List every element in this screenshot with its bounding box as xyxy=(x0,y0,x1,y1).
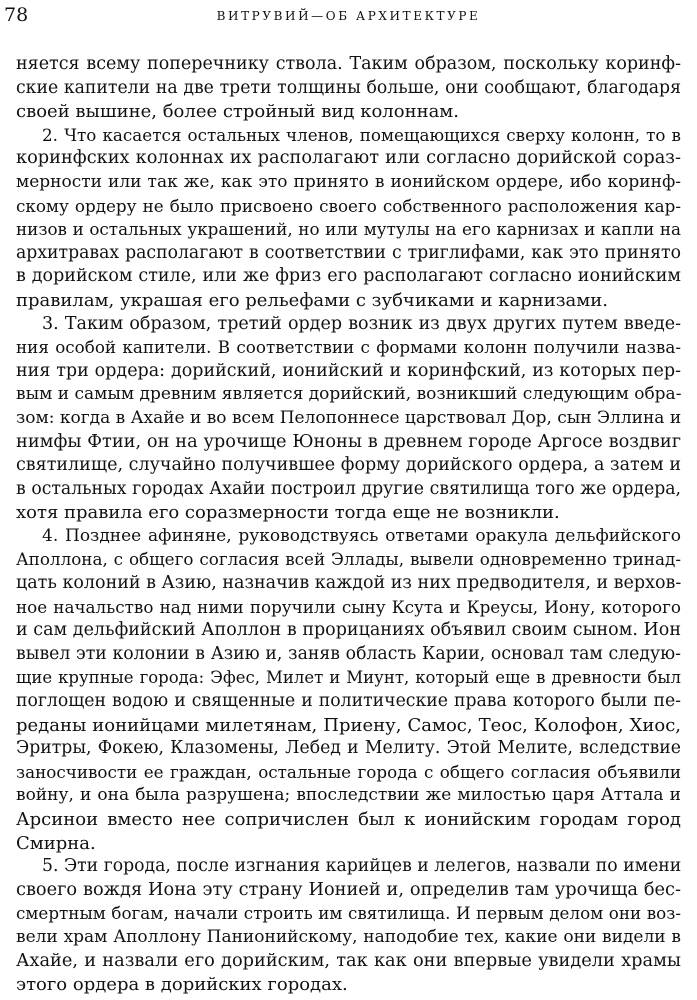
text-line: смертным богам, начали строить им святилища. И первым делом они воз- xyxy=(16,903,681,924)
text-line: в остальных городах Ахайи построил другие святилища того же ордера, xyxy=(16,478,681,499)
text-line: правилам, украшая его рельефами с зубчиками и карнизами. xyxy=(16,289,609,311)
paragraph xyxy=(16,525,681,855)
text-line: 2. Что касается остальных членов, помещающихся сверху колонн, то в xyxy=(42,124,681,145)
text-line: ния особой капители. В соответствии с формами колонн получили назва- xyxy=(16,337,681,358)
text-line: своего вождя Иона эту страну Ионией и, определив там урочища бес- xyxy=(16,879,681,900)
paragraph xyxy=(16,124,681,313)
paragraph xyxy=(16,313,681,525)
text-line: ния три ордера: дорийский, ионийский и коринфский, из которых пер- xyxy=(16,360,681,381)
page-number: 78 xyxy=(4,4,29,26)
running-head: ВИТРУВИЙ—ОБ АРХИТЕКТУРЕ xyxy=(216,9,481,23)
text-line: Аполлона, с общего согласия всей Эллады, вывели одновременно тринад- xyxy=(16,549,681,570)
text-line: скому ордеру не было присвоено своего собственного расположения кар- xyxy=(16,195,681,216)
text-line: вывел эти колонии в Азию и, заняв область Карии, основал там следую- xyxy=(16,643,681,664)
text-line: щие крупные города: Эфес, Милет и Миунт, который еще в древности был xyxy=(16,668,681,688)
body-text xyxy=(16,53,681,997)
text-line: архитравах располагают в соответствии с триглифами, как это принято xyxy=(16,242,681,263)
text-line: Эритры, Фокею, Клазомены, Лебед и Мелиту. Этой Мелите, вследствие xyxy=(16,738,681,759)
text-line: ное начальство над ними поручили сыну Ксута и Креусы, Иону, которого xyxy=(16,596,681,617)
text-line: ские капители на две трети толщины больше, они сообщают, благодаря xyxy=(16,77,681,98)
text-line: 4. Позднее афиняне, руководствуясь ответами оракула дельфийского xyxy=(42,525,681,546)
text-line: в дорийском стиле, или же фриз его располагают согласно ионийским xyxy=(16,266,681,287)
text-line: святилище, случайно получившее форму дорийского ордера, а затем и xyxy=(16,455,681,476)
text-line: Ахайе, и назвали его дорийским, так как они впервые увидели храмы xyxy=(16,950,681,971)
text-line: низов и остальных украшений, но или мутулы на его карнизах и капли на xyxy=(16,219,681,240)
text-line: 5. Эти города, после изгнания карийцев и лелегов, назвали по имени xyxy=(42,856,682,877)
paragraph xyxy=(16,855,681,997)
text-line: вели храм Аполлону Панионийскому, наподобие тех, какие они видели в xyxy=(16,926,681,947)
text-line: своей вышине, более стройный вид колоннам. xyxy=(16,101,460,123)
text-line: этого ордера в дорийских городах. xyxy=(16,974,348,996)
text-line: нимфы Фтии, он на урочище Юноны в древнем городе Аргосе воздвиг xyxy=(16,431,681,452)
text-line: 3. Таким образом, третий ордер возник из двух других путем введе- xyxy=(42,313,681,334)
text-line: Арсинои вместо нее сопричислен был к ионийским городам город xyxy=(16,809,681,830)
text-line: зом: когда в Ахайе и во всем Пелопоннесе царствовал Дор, сын Эллина и xyxy=(16,407,682,428)
paragraph xyxy=(16,53,681,124)
text-line: вым и самым древним является дорийский, возникший следующим обра- xyxy=(16,384,682,405)
text-line: поглощен водою и священные и политические права которого были пе- xyxy=(16,691,681,712)
text-line: цать колоний в Азию, назначив каждой из них предводителя, и верхов- xyxy=(16,573,682,594)
text-line: хотя правила его соразмерности тогда еще не возникли. xyxy=(16,502,560,524)
text-line: реданы ионийцами милетянам, Приену, Самос, Теос, Колофон, Хиос, xyxy=(16,714,681,736)
text-line: няется всему поперечнику ствола. Таким образом, поскольку коринф- xyxy=(16,54,681,74)
text-line: коринфских колоннах их располагают или согласно дорийской сораз- xyxy=(16,148,681,169)
text-line: Смирна. xyxy=(16,832,96,854)
text-line: войну, и она была разрушена; впоследствии же милостью царя Аттала и xyxy=(16,785,681,806)
text-line: и сам дельфийский Аполлон в прорицаниях объявил своим сыном. Ион xyxy=(16,620,681,641)
text-line: мерности или так же, как это принято в ионийском ордере, ибо коринф- xyxy=(16,171,681,192)
text-line: заносчивости ее граждан, остальные города с общего согласия объявили xyxy=(16,761,681,782)
